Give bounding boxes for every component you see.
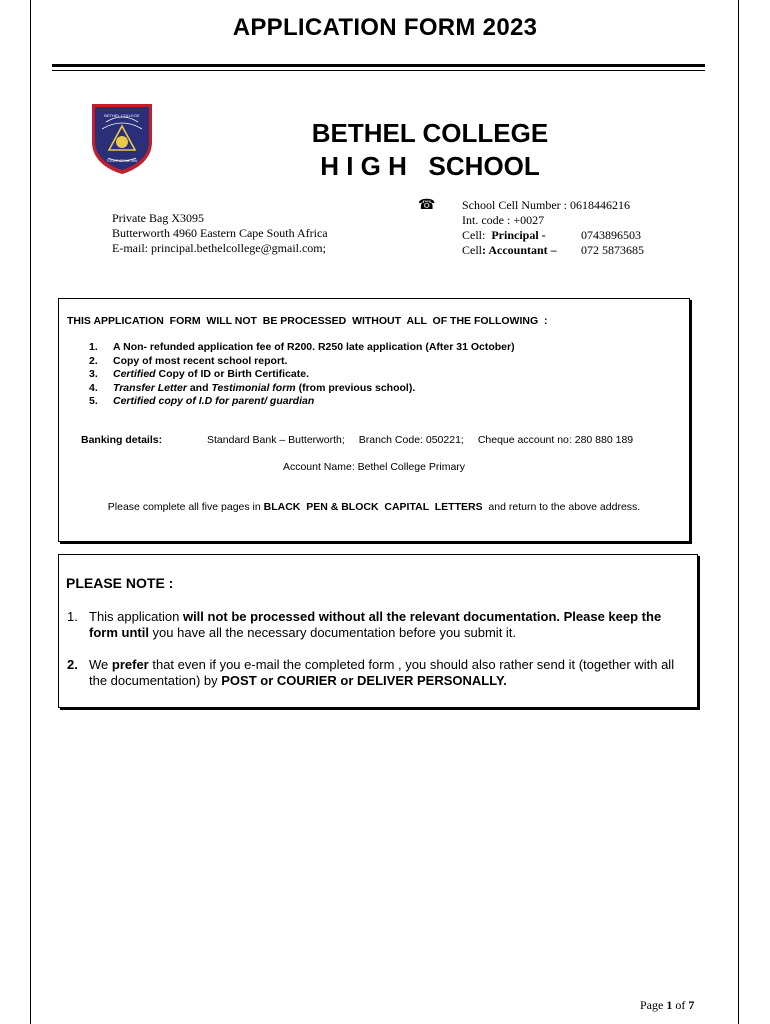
title-rule-thick (52, 64, 705, 67)
telephone-icon: ☎ (418, 196, 436, 212)
banking-label: Banking details: (81, 434, 163, 446)
page-border-left (30, 0, 31, 1024)
address-email: E-mail: principal.bethelcollege@gmail.com; (112, 241, 326, 255)
account-name: Account Name: Bethel College Primary (282, 461, 466, 473)
principal-number: 0743896503 (581, 228, 641, 242)
completion-instructions: Please complete all five pages in BLACK PEN & BLOCK CAPITAL LETTERS and return to the above address. (107, 501, 641, 513)
page-border-right (738, 0, 739, 1024)
principal-prefix: Cell: (462, 228, 486, 242)
page-number: Page 1 of 7 (640, 998, 695, 1012)
contact-details (462, 198, 712, 258)
please-note-heading: PLEASE NOTE : (66, 575, 174, 591)
list-item: 2. Copy of most recent school report. (89, 354, 288, 367)
int-code: Int. code : +0027 (462, 213, 545, 227)
branch-code: Branch Code: 050221; (358, 434, 464, 446)
address-line1: Private Bag X3095 (112, 211, 204, 225)
crest-motto: TOGETHER WE WIN (106, 159, 138, 163)
requirements-box (58, 298, 690, 542)
list-item: 3. Certified Copy of ID or Birth Certificate. (89, 368, 310, 380)
crest-lettering: BETHEL COLLEGE (104, 113, 140, 118)
school-name-line1: BETHEL COLLEGE (311, 118, 549, 148)
accountant-prefix: Cell (462, 243, 482, 257)
note-item-2: 2. We prefer that even if you e-mail the completed form , you should also rather send it (together with all the documentation) by POST or COURIER or DELIVER PERSONALLY. (67, 657, 675, 688)
school-name (280, 117, 580, 183)
note-item-1: 1. This application will not be processed without all the relevant documentation. Please keep the form until you have all the necessary documentation before you submit it. (67, 609, 662, 640)
requirements-title: THIS APPLICATION FORM WILL NOT BE PROCESSED WITHOUT ALL OF THE FOLLOWING : (67, 315, 548, 327)
principal-row (462, 228, 712, 243)
requirements-list (89, 341, 515, 409)
title-rule-thin (52, 70, 705, 71)
page-title: APPLICATION FORM 2023 (232, 14, 538, 41)
school-crest-logo (88, 100, 156, 176)
postal-address (112, 211, 328, 256)
accountant-label: : Accountant – (482, 243, 557, 257)
list-item: 5. Certified copy of I.D for parent/ guardian (89, 395, 315, 407)
accountant-row (462, 243, 712, 258)
accountant-number: 072 5873685 (581, 243, 644, 257)
banking-details (81, 434, 681, 446)
bank-name: Standard Bank – Butterworth; (207, 434, 345, 446)
list-item: 4. Transfer Letter and Testimonial form (from previous school). (89, 381, 416, 394)
please-note-box (58, 554, 698, 708)
cheque-account: Cheque account no: 280 880 189 (477, 434, 634, 446)
school-name-line2: H I G H SCHOOL (320, 151, 540, 181)
principal-label: Principal - (491, 228, 546, 242)
cell-number: School Cell Number : 0618446216 (462, 198, 630, 212)
list-item: 1. A Non- refunded application fee of R200. R250 late application (After 31 October) (89, 341, 515, 353)
address-line2: Butterworth 4960 Eastern Cape South Africa (112, 226, 328, 240)
